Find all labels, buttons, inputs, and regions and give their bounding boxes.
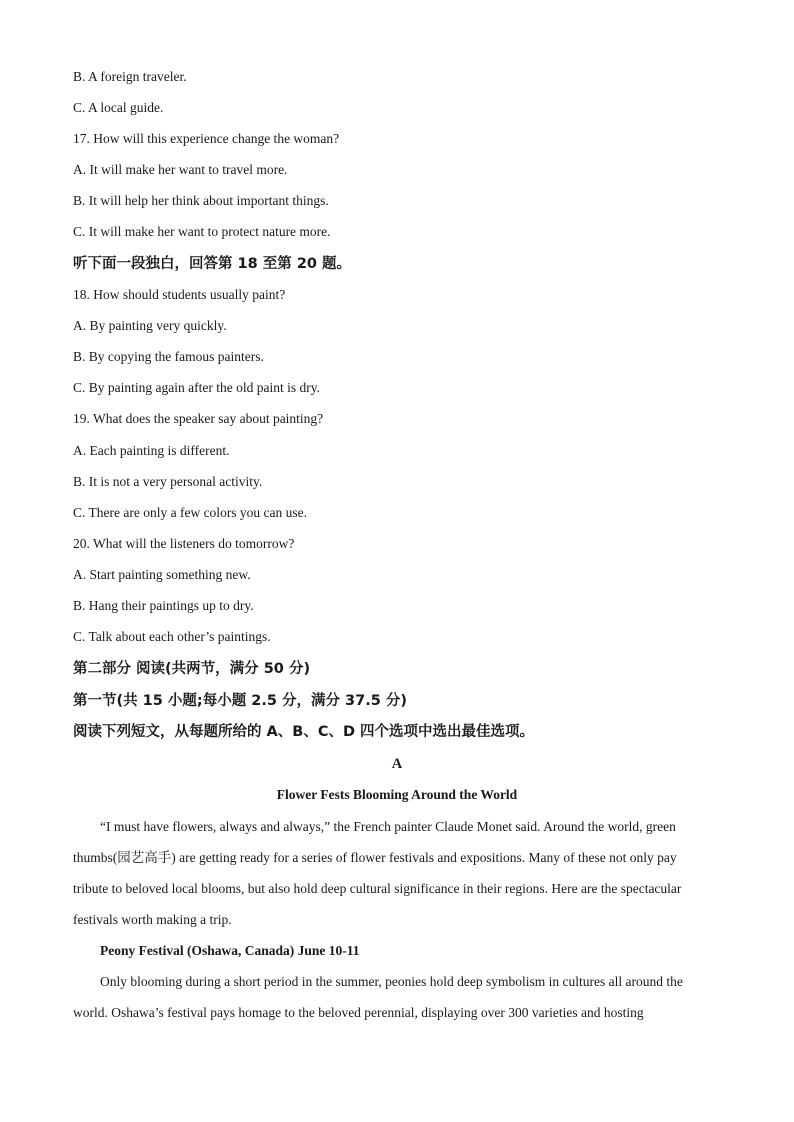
option-20-b: B. Hang their paintings up to dry. xyxy=(73,598,254,613)
option-18-c: C. By painting again after the old paint is dry. xyxy=(73,380,320,395)
option-20-c: C. Talk about each other’s paintings. xyxy=(73,629,271,644)
paragraph-line: world. Oshawa’s festival pays homage to the beloved perennial, displaying over 300 varieties and hosting xyxy=(73,1005,644,1020)
option-19-a: A. Each painting is different. xyxy=(73,443,230,458)
option-17-c: C. It will make her want to protect nature more. xyxy=(73,224,331,239)
question-20: 20. What will the listeners do tomorrow? xyxy=(73,536,295,551)
option-19-c: C. There are only a few colors you can use. xyxy=(73,505,308,520)
section-one-title: 第一节(共 15 小题;每小题 2.5 分，满分 37.5 分) xyxy=(73,693,407,709)
reading-instruction: 阅读下列短文，从每题所给的 A、B、C、D 四个选项中选出最佳选项。 xyxy=(73,724,535,740)
option-16-b: B. A foreign traveler. xyxy=(73,69,187,84)
option-16-c: C. A local guide. xyxy=(73,100,164,115)
passage-letter: A xyxy=(391,756,403,772)
question-17: 17. How will this experience change the woman? xyxy=(73,131,340,146)
option-17-a: A. It will make her want to travel more. xyxy=(73,162,288,177)
option-18-b: B. By copying the famous painters. xyxy=(73,349,264,364)
paragraph-line: thumbs(园艺高手) are getting ready for a series of flower festivals and expositions. Many of these not only pay xyxy=(73,850,677,865)
festival-heading: Peony Festival (Oshawa, Canada) June 10-11 xyxy=(100,943,360,958)
paragraph-line: tribute to beloved local blooms, but also hold deep cultural significance in their regions. Here are the spectacular xyxy=(73,881,682,896)
question-19: 19. What does the speaker say about painting? xyxy=(73,411,324,426)
passage-title: Flower Fests Blooming Around the World xyxy=(276,787,518,802)
option-19-b: B. It is not a very personal activity. xyxy=(73,474,263,489)
monologue-instruction: 听下面一段独白，回答第 18 至第 20 题。 xyxy=(73,256,352,272)
paragraph-line: Only blooming during a short period in the summer, peonies hold deep symbolism in cultures all around the xyxy=(100,974,683,989)
question-18: 18. How should students usually paint? xyxy=(73,287,286,302)
option-17-b: B. It will help her think about important things. xyxy=(73,193,329,208)
option-18-a: A. By painting very quickly. xyxy=(73,318,227,333)
paragraph-line: “I must have flowers, always and always,” the French painter Claude Monet said. Around the world, green xyxy=(100,819,676,834)
part-two-title: 第二部分 阅读(共两节，满分 50 分) xyxy=(73,661,311,677)
option-20-a: A. Start painting something new. xyxy=(73,567,251,582)
paragraph-line: festivals worth making a trip. xyxy=(73,912,232,927)
